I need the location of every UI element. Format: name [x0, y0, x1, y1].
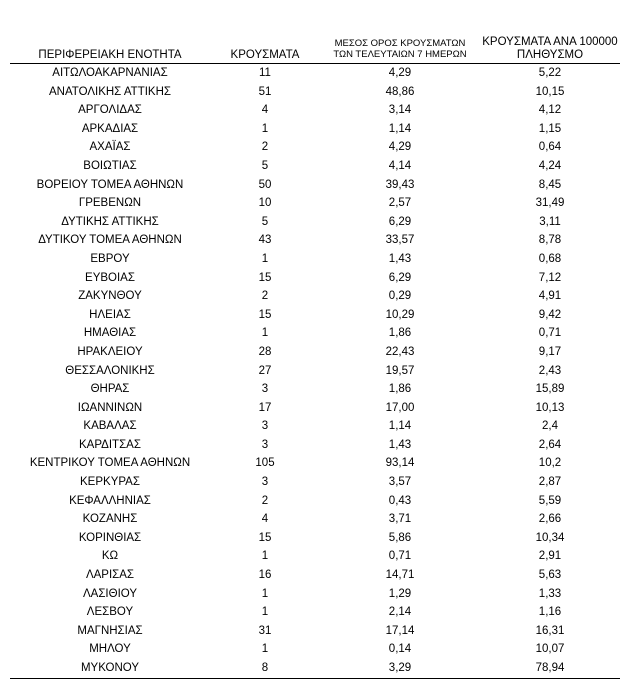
cell-region: ΑΡΓΟΛΙΔΑΣ: [78, 104, 142, 117]
table-body: [10, 64, 620, 678]
cell-cases-per-100000: 9,17: [538, 345, 562, 358]
header-seven-day-average-line1: ΜΕΣΟΣ ΟΡΟΣ ΚΡΟΥΣΜΑΤΩΝ: [334, 38, 466, 50]
cell-cases-per-100000: 10,13: [535, 401, 565, 414]
table-row: [10, 529, 620, 548]
cell-cases: 4: [261, 104, 269, 117]
cell-seven-day-average: 1,43: [388, 252, 412, 265]
cell-cases: 3: [261, 420, 269, 433]
table-row: [10, 362, 620, 381]
cell-cases: 43: [258, 234, 272, 247]
cell-region: ΚΕΦΑΛΛΗΝΙΑΣ: [69, 494, 151, 507]
header-cases-per-100000-line1: ΚΡΟΥΣΜΑΤΑ ΑΝΑ 100000: [482, 35, 618, 48]
header-region: ΠΕΡΙΦΕΡΕΙΑΚΗ ΕΝΟΤΗΤΑ: [38, 48, 182, 61]
cell-seven-day-average: 2,14: [388, 606, 412, 619]
cell-cases-per-100000: 3,11: [539, 215, 561, 228]
cell-seven-day-average: 4,14: [388, 159, 412, 172]
cell-cases-per-100000: 5,63: [538, 569, 562, 582]
cell-seven-day-average: 0,29: [388, 290, 412, 303]
cell-cases-per-100000: 2,91: [538, 550, 562, 563]
cell-region: ΔΥΤΙΚΗΣ ΑΤΤΙΚΗΣ: [61, 215, 159, 228]
cell-cases: 5: [261, 215, 269, 228]
table-row: [10, 83, 620, 102]
cell-cases: 27: [258, 364, 272, 377]
table-row: [10, 473, 620, 492]
cell-seven-day-average: 4,29: [388, 141, 412, 154]
cell-region: ΙΩΑΝΝΙΝΩΝ: [77, 401, 143, 414]
cell-cases-per-100000: 2,87: [538, 476, 562, 489]
cell-region: ΚΟΖΑΝΗΣ: [82, 513, 138, 526]
cell-cases: 51: [258, 85, 272, 98]
table-row: [10, 120, 620, 139]
header-seven-day-average: [320, 39, 480, 61]
cell-cases-per-100000: 8,45: [538, 178, 562, 191]
table-row: [10, 176, 620, 195]
cell-cases: 1: [261, 252, 269, 265]
cell-cases-per-100000: 5,22: [538, 67, 562, 79]
cell-region: ΕΥΒΟΙΑΣ: [85, 271, 135, 284]
cell-region: ΒΟΙΩΤΙΑΣ: [83, 159, 137, 172]
table-row: [10, 101, 620, 120]
cell-cases-per-100000: 10,34: [535, 531, 565, 544]
cell-cases: 2: [261, 494, 269, 507]
table-row: [10, 269, 620, 288]
cell-cases-per-100000: 2,4: [542, 420, 558, 433]
cell-region: ΖΑΚΥΝΘΟΥ: [78, 290, 142, 303]
cell-cases: 28: [258, 345, 272, 358]
cell-region: ΜΑΓΝΗΣΙΑΣ: [77, 624, 143, 637]
table-row: [10, 622, 620, 641]
cell-cases-per-100000: 2,66: [538, 513, 562, 526]
cell-seven-day-average: 19,57: [385, 364, 415, 377]
cell-region: ΑΧΑΪΑΣ: [89, 141, 131, 154]
cell-region: ΘΕΣΣΑΛΟΝΙΚΗΣ: [65, 364, 155, 377]
table-row: [10, 138, 620, 157]
cell-cases: 3: [261, 476, 269, 489]
cell-region: ΚΑΒΑΛΑΣ: [83, 420, 137, 433]
table-row: [10, 380, 620, 399]
table-row: [10, 510, 620, 529]
cell-seven-day-average: 1,14: [388, 420, 412, 433]
cell-cases-per-100000: 16,31: [535, 624, 565, 637]
cell-seven-day-average: 3,14: [388, 104, 412, 117]
cell-cases-per-100000: 0,71: [538, 327, 562, 340]
table-row: [10, 250, 620, 269]
cell-region: ΒΟΡΕΙΟΥ ΤΟΜΕΑ ΑΘΗΝΩΝ: [36, 178, 184, 191]
cell-cases-per-100000: 78,94: [535, 662, 565, 674]
table-row: [10, 157, 620, 176]
cell-region: ΑΡΚΑΔΙΑΣ: [81, 122, 139, 135]
cell-cases: 5: [261, 159, 269, 172]
cell-cases-per-100000: 0,64: [538, 141, 562, 154]
cell-cases-per-100000: 1,15: [538, 122, 562, 135]
cell-region: ΑΙΤΩΛΟΑΚΑΡΝΑΝΙΑΣ: [52, 67, 168, 79]
cell-cases: 15: [258, 271, 272, 284]
cell-region: ΛΑΣΙΘΙΟΥ: [82, 587, 138, 600]
cell-cases-per-100000: 9,42: [538, 308, 562, 321]
cell-cases-per-100000: 10,07: [535, 643, 565, 656]
cell-cases-per-100000: 5,59: [538, 494, 562, 507]
cell-cases-per-100000: 2,64: [538, 438, 562, 451]
cell-seven-day-average: 0,43: [388, 494, 412, 507]
cell-cases-per-100000: 4,24: [538, 159, 562, 172]
cell-region: ΚΟΡΙΝΘΙΑΣ: [78, 531, 142, 544]
cell-seven-day-average: 3,57: [388, 476, 412, 489]
table-row: [10, 231, 620, 250]
cell-cases: 15: [258, 531, 272, 544]
cell-cases-per-100000: 7,12: [538, 271, 562, 284]
table-row: [10, 324, 620, 343]
cell-cases: 1: [261, 550, 269, 563]
table-row: [10, 436, 620, 455]
cell-cases: 4: [261, 513, 269, 526]
cell-cases: 1: [261, 327, 269, 340]
cell-cases: 16: [258, 569, 272, 582]
cell-seven-day-average: 1,14: [388, 122, 412, 135]
cell-seven-day-average: 17,14: [385, 624, 415, 637]
cell-region: ΜΥΚΟΝΟΥ: [80, 662, 140, 674]
cell-region: ΗΛΕΙΑΣ: [89, 308, 131, 321]
cell-region: ΘΗΡΑΣ: [90, 383, 130, 396]
cell-seven-day-average: 17,00: [385, 401, 415, 414]
cell-region: ΛΕΣΒΟΥ: [86, 606, 134, 619]
cell-cases-per-100000: 4,91: [538, 290, 562, 303]
cell-cases: 15: [258, 308, 272, 321]
cell-cases-per-100000: 1,33: [538, 587, 562, 600]
cell-cases: 8: [261, 662, 269, 674]
table-row: [10, 566, 620, 585]
cell-region: ΜΗΛΟΥ: [89, 643, 131, 656]
table-row: [10, 64, 620, 83]
cell-region: ΛΑΡΙΣΑΣ: [85, 569, 135, 582]
cell-seven-day-average: 1,86: [388, 327, 412, 340]
cell-seven-day-average: 14,71: [385, 569, 415, 582]
header-cases-per-100000-line2: ΠΛΗΘΥΣΜΟ: [516, 48, 584, 61]
cell-cases: 1: [261, 606, 269, 619]
cell-seven-day-average: 33,57: [385, 234, 415, 247]
cell-seven-day-average: 3,29: [388, 662, 412, 674]
cell-cases-per-100000: 15,89: [535, 383, 565, 396]
table-row: [10, 585, 620, 604]
cell-seven-day-average: 48,86: [385, 85, 415, 98]
cell-seven-day-average: 5,86: [388, 531, 412, 544]
cell-cases: 17: [258, 401, 272, 414]
cell-cases: 3: [261, 383, 269, 396]
cell-seven-day-average: 93,14: [385, 457, 415, 470]
cell-region: ΑΝΑΤΟΛΙΚΗΣ ΑΤΤΙΚΗΣ: [48, 85, 171, 98]
cell-cases-per-100000: 10,15: [535, 85, 565, 98]
cell-cases: 3: [261, 438, 269, 451]
cell-seven-day-average: 3,71: [388, 513, 412, 526]
cell-cases-per-100000: 31,49: [535, 197, 565, 210]
cell-seven-day-average: 10,29: [385, 308, 415, 321]
table-row: [10, 306, 620, 325]
cell-seven-day-average: 39,43: [385, 178, 415, 191]
cell-cases: 2: [261, 290, 269, 303]
cell-cases-per-100000: 8,78: [538, 234, 562, 247]
cell-seven-day-average: 0,71: [388, 550, 412, 563]
table-row: [10, 492, 620, 511]
cell-cases-per-100000: 4,12: [538, 104, 562, 117]
table-row: [10, 343, 620, 362]
cell-seven-day-average: 4,29: [388, 67, 412, 79]
cell-cases-per-100000: 2,43: [538, 364, 562, 377]
table-row: [10, 417, 620, 436]
cell-region: ΗΜΑΘΙΑΣ: [83, 327, 137, 340]
table-row: [10, 194, 620, 213]
cell-region: ΓΡΕΒΕΝΩΝ: [78, 197, 142, 210]
cell-seven-day-average: 0,14: [388, 643, 412, 656]
cell-cases-per-100000: 0,68: [538, 252, 562, 265]
cell-cases-per-100000: 1,16: [538, 606, 562, 619]
table-row: [10, 640, 620, 659]
table-row: [10, 603, 620, 622]
cell-cases: 1: [261, 643, 269, 656]
cell-seven-day-average: 1,29: [388, 587, 412, 600]
table-row: [10, 287, 620, 306]
table-header: [10, 28, 620, 62]
header-seven-day-average-line2: ΤΩΝ ΤΕΛΕΥΤΑΙΩΝ 7 ΗΜΕΡΩΝ: [333, 49, 467, 61]
cell-cases-per-100000: 10,2: [538, 457, 562, 470]
cell-seven-day-average: 1,43: [388, 438, 412, 451]
table-row: [10, 659, 620, 678]
table-row: [10, 213, 620, 232]
cell-cases: 105: [255, 457, 275, 470]
cell-seven-day-average: 1,86: [388, 383, 412, 396]
cell-cases: 10: [258, 197, 272, 210]
cell-region: ΚΕΡΚΥΡΑΣ: [80, 476, 140, 489]
table-row: [10, 547, 620, 566]
cell-seven-day-average: 2,57: [388, 197, 412, 210]
header-cases-per-100000: [480, 36, 620, 62]
cell-seven-day-average: 22,43: [385, 345, 415, 358]
cell-region: ΚΩ: [101, 550, 119, 563]
cell-cases: 31: [258, 624, 272, 637]
cell-seven-day-average: 6,29: [388, 215, 412, 228]
header-cases: ΚΡΟΥΣΜΑΤΑ: [230, 48, 300, 61]
cell-region: ΚΕΝΤΡΙΚΟΥ ΤΟΜΕΑ ΑΘΗΝΩΝ: [29, 457, 191, 470]
cell-seven-day-average: 6,29: [388, 271, 412, 284]
cell-cases: 1: [261, 122, 269, 135]
cell-region: ΔΥΤΙΚΟΥ ΤΟΜΕΑ ΑΘΗΝΩΝ: [38, 234, 182, 247]
cell-cases: 1: [261, 587, 269, 600]
cell-region: ΕΒΡΟΥ: [90, 252, 130, 265]
cell-cases: 2: [261, 141, 269, 154]
table-row: [10, 454, 620, 473]
cell-cases: 50: [258, 178, 272, 191]
cell-region: ΗΡΑΚΛΕΙΟΥ: [77, 345, 143, 358]
cell-region: ΚΑΡΔΙΤΣΑΣ: [79, 438, 141, 451]
table-row: [10, 399, 620, 418]
cell-cases: 11: [259, 67, 271, 79]
